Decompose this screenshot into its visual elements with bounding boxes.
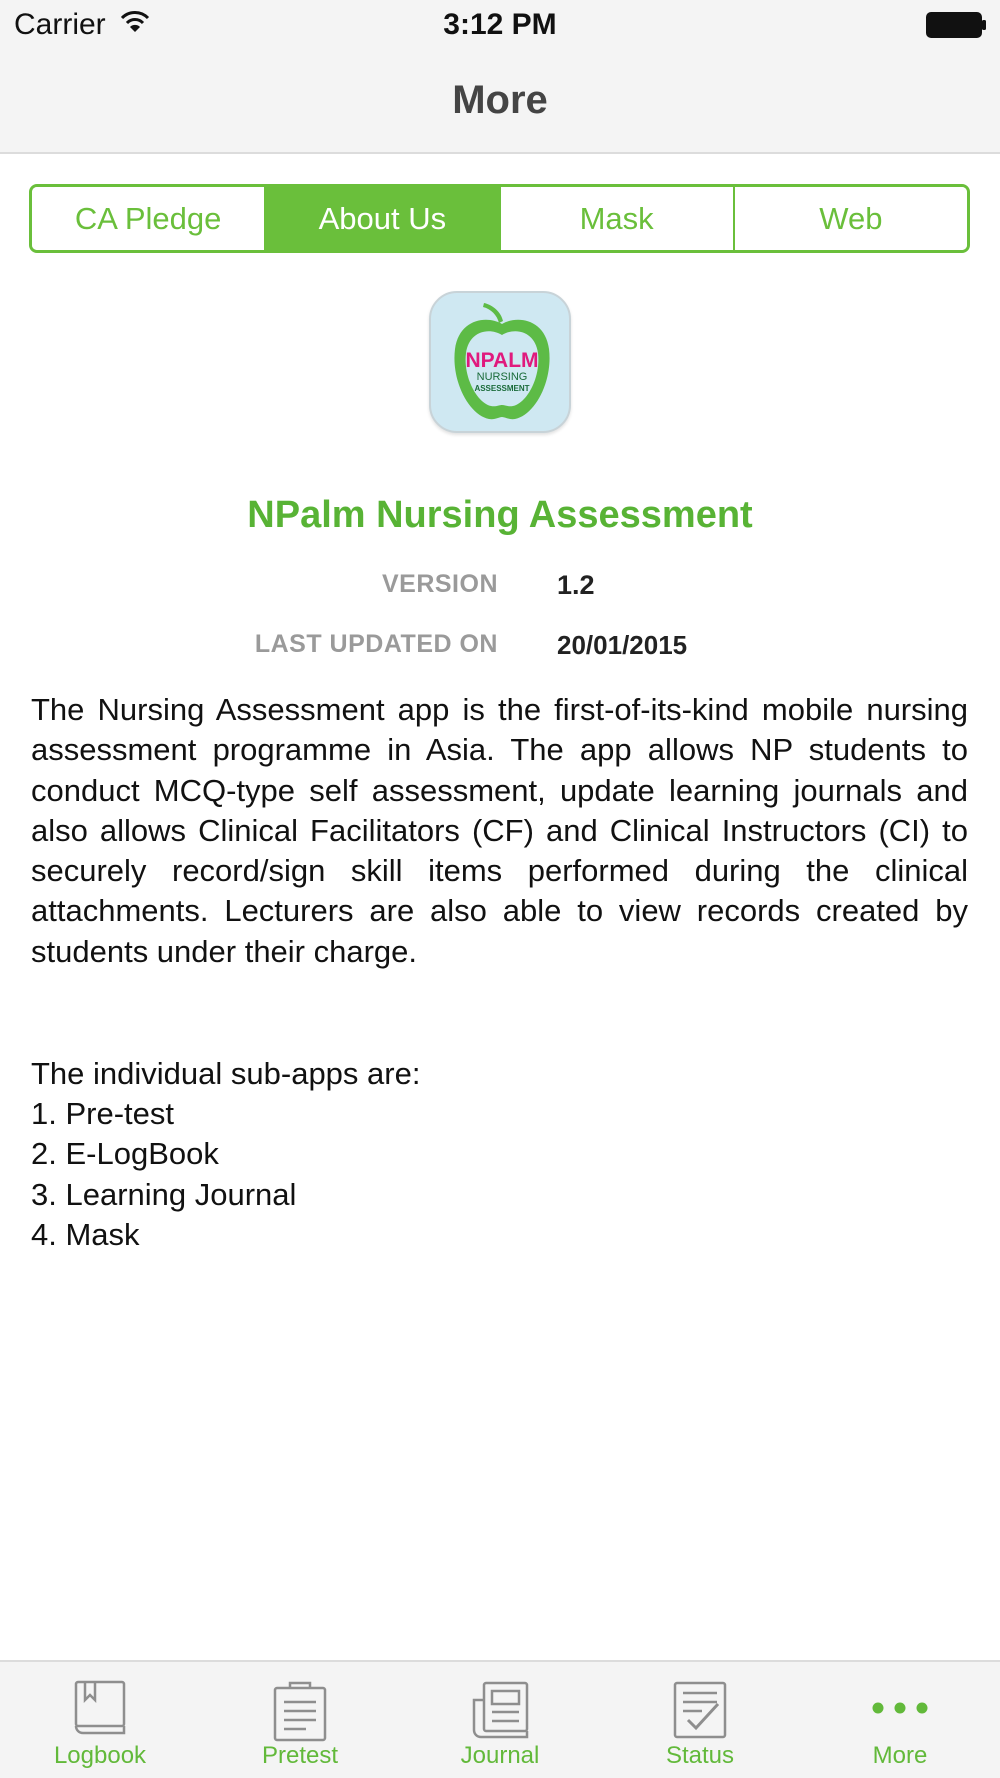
version-label: VERSION: [381, 570, 498, 598]
logo-text-npalm: NPALM: [465, 349, 539, 372]
tab-label: Logbook: [53, 1742, 147, 1769]
status-time: 3:12 PM: [443, 8, 557, 41]
carrier-label: Carrier: [14, 8, 106, 41]
tab-label: Pretest: [261, 1742, 339, 1769]
segment-ca-pledge[interactable]: CA Pledge: [32, 187, 266, 250]
last-updated-label: LAST UPDATED ON: [254, 630, 498, 658]
last-updated-value: 20/01/2015: [557, 630, 688, 660]
version-value: 1.2: [557, 570, 595, 600]
segment-web[interactable]: Web: [735, 187, 967, 250]
clipboard-icon: [272, 1680, 328, 1747]
tab-more[interactable]: [800, 1662, 1000, 1778]
page-title: More: [452, 78, 548, 122]
checklist-icon: [672, 1680, 728, 1745]
subapps-list: [31, 1094, 296, 1255]
tab-label: More: [872, 1742, 928, 1769]
app-logo: [429, 291, 571, 433]
status-bar: [0, 0, 1000, 52]
list-item: 2. E-LogBook: [31, 1136, 219, 1172]
logo-text-assessment: ASSESSMENT: [474, 384, 530, 393]
more-dots-icon: [870, 1680, 930, 1741]
last-updated-row: [0, 630, 1000, 670]
tab-pretest[interactable]: [200, 1662, 400, 1778]
tab-logbook[interactable]: [0, 1662, 200, 1778]
segment-about-us[interactable]: About Us: [266, 187, 500, 250]
app-name: NPalm Nursing Assessment: [247, 494, 753, 536]
battery-icon: [926, 12, 988, 43]
list-item: 4. Mask: [31, 1216, 140, 1252]
tab-journal[interactable]: [400, 1662, 600, 1778]
version-row: [0, 570, 1000, 610]
tab-label: Status: [665, 1742, 735, 1769]
tab-status[interactable]: [600, 1662, 800, 1778]
segment-mask[interactable]: Mask: [501, 187, 735, 250]
tab-label: Journal: [460, 1742, 540, 1769]
newspaper-icon: [470, 1680, 530, 1745]
list-item: 1. Pre-test: [31, 1096, 174, 1131]
tab-bar: [0, 1660, 1000, 1778]
app-description: The Nursing Assessment app is the first-of-its-kind mobile nursing assessment programme in Asia. The app allows NP students to conduct MCQ-type self assessment, update learning journals and also allows Clinical Facilitators (CF) and Clinical Instructors (CI) to securely record/sign skill items performed during the clinical attachments. Lecturers are also able to view records created by students under their charge.: [31, 692, 968, 969]
navigation-bar: [0, 52, 1000, 154]
list-item: 3. Learning Journal: [31, 1176, 297, 1212]
segmented-control: [29, 184, 970, 253]
logo-text-nursing: NURSING: [476, 371, 528, 383]
book-icon: [71, 1680, 129, 1741]
subapps-intro: The individual sub-apps are:: [31, 1056, 421, 1091]
